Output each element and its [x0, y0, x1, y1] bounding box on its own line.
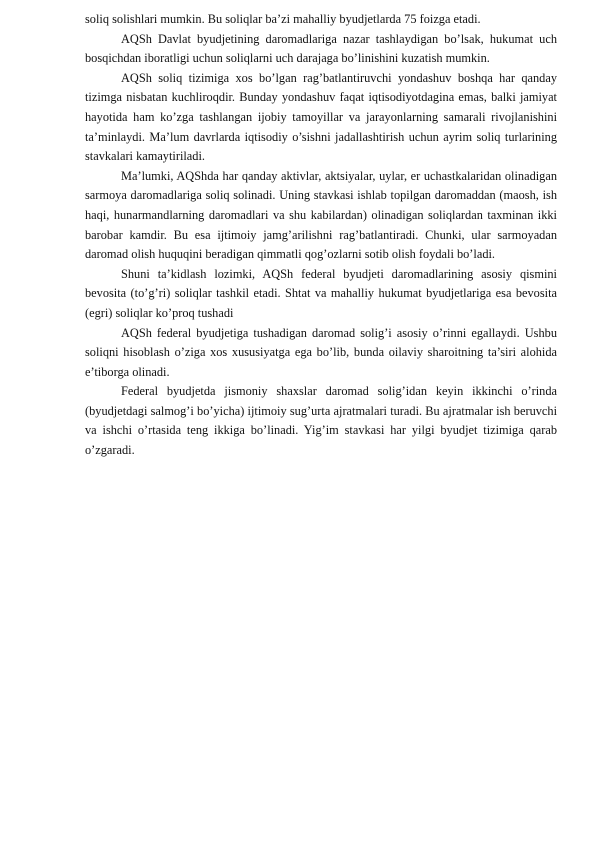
paragraph-4: Ma’lumki, AQShda har qanday aktivlar, aktsiyalar, uylar, er uchastkalaridan olinadigan sarmoya daromadlariga soliq solinadi. Uning stavkasi ishlab topilgan daromaddan (maosh, ish haqi, hunarmandlarning daromadlari va shu kabilardan) olinadigan soliqlardan taxminan ikki barobar kamdir. Bu esa ijtimoiy jamg’arilishni rag’batlantiradi. Chunki, ular sarmoyadan daromad olish huquqini beradigan qimmatli qog’ozlarni sotib olish foydali bo’ladi.: [85, 168, 557, 262]
paragraph-5: Shuni ta’kidlash lozimki, AQSh federal byudjeti daromadlarining asosiy qismini bevosita (to’g’ri) soliqlar tashkil etadi. Shtat va mahalliy hukumat byudjetlariga esa bevosita (egri) soliqlar ko’proq tushadi: [85, 266, 557, 320]
paragraph-7: Federal byudjetda jismoniy shaxslar daromad solig’idan keyin ikkinchi o’rinda (byudjetdagi salmog’i bo’yicha) ijtimoiy sug’urta ajratmalari turadi. Bu ajratmalar ish beruvchi va ishchi o’rtasida teng ikkiga bo’linadi. Yig’im stavkasi har yilgi byudjet tizimiga qarab o’zgaradi.: [85, 384, 557, 458]
paragraph-6: AQSh federal byudjetiga tushadigan daromad solig’i asosiy o’rinni egallaydi. Ushbu soliqni hisoblash o’ziga xos xususiyatga ega bo’lib, bunda oilaviy sharoitning ta’siri alohida e’tiborga olinadi.: [85, 325, 557, 379]
paragraph-2: AQSh Davlat byudjetining daromadlariga nazar tashlaydigan bo’lsak, hukumat uch bosqichdan iboratligi uchun soliqlarni uch darajaga bo’linishini kuzatish mumkin.: [85, 31, 557, 66]
paragraph-1: soliq solishlari mumkin. Bu soliqlar ba’zi mahalliy byudjetlarda 75 foizga etadi.: [85, 12, 481, 26]
paragraph-3: AQSh soliq tizimiga xos bo’lgan rag’batlantiruvchi yondashuv boshqa har qanday tizimga nisbatan kuchliroqdir. Bunday yondashuv faqat iqtisodiyotdagina emas, balki jamiyat hayotida ham ko’zga tashlangan ijobiy tamoyillar va jarayonlarning samarali rivojlanishini ta’minlaydi. Ma’lum davrlarda iqtisodiy o’sishni jadallashtirish uchun ayrim soliq turlarining stavkalari kamaytiriladi.: [85, 70, 557, 164]
